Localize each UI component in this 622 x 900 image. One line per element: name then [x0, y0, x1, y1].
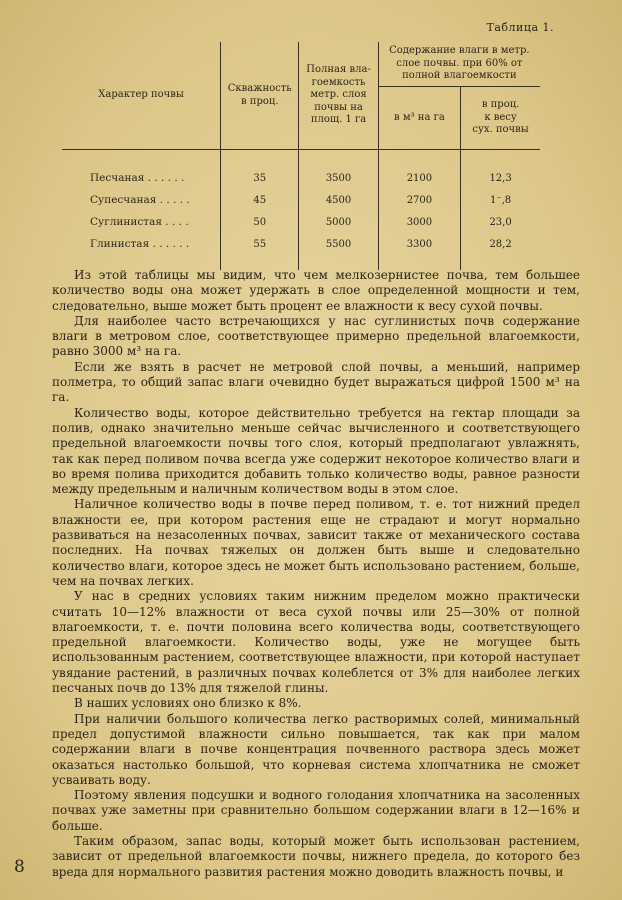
cell-m3: 2700 [378, 190, 460, 212]
soil-moisture-table [62, 42, 540, 270]
header-moisture-group: Содержание влаги в метр. слое почвы. при 60% от полной влагоемкости [378, 42, 540, 87]
table-row [62, 168, 540, 190]
cell-soil: Песчаная . . . . . . [62, 168, 221, 190]
header-percent: в проц. к весу сух. почвы [461, 87, 540, 150]
header-porosity: Скважность в проц. [221, 42, 299, 150]
cell-capacity: 5500 [299, 234, 378, 256]
paragraph: У нас в средних условиях таким нижним пределом можно практически считать 10—12% влажности от веса сухой почвы или 25—30% от полной влагоемкости, т. е. почти половина всего количества воды, соответствующего предельной влагоемкости. Количество воды, уже не могущее быть использованным растением, соответствующее влажности, при которой наступает увядание растений, в различных почвах колеблется от 3% для наиболее легких песчаных почв до 13% для тяжелой глины. [52, 589, 580, 696]
cell-porosity: 50 [221, 212, 299, 234]
cell-capacity: 4500 [299, 190, 378, 212]
page-number: 8 [14, 857, 25, 877]
paragraph: Поэтому явления подсушки и водного голодания хлопчатника на засоленных почвах уже заметны при сравнительно большом содержании влаги в 12—16% и больше. [52, 788, 580, 833]
body-text [52, 268, 580, 880]
paragraph: Из этой таблицы мы видим, что чем мелкозернистее почва, тем большее количество воды она может удержать в слое определенной мощности и тем, следовательно, выше может быть процент ее влажности к весу сухой почвы. [52, 268, 580, 313]
paragraph: При наличии большого количества легко растворимых солей, минимальный предел допустимой влажности сильно повышается, так как при малом содержании влаги в почве концентрация почвенного раствора здесь может оказаться настолько большой, что корневая система хлопчатника не сможет усваивать воду. [52, 711, 580, 787]
cell-percent: 28,2 [489, 238, 512, 250]
header-m3: в м³ на га [378, 87, 460, 150]
cell-soil: Суглинистая . . . . [62, 212, 221, 234]
paragraph: Количество воды, которое действительно требуется на гектар площади за полив, однако значительно меньше сейчас вычисленного и соответствующего предельной влагоемкости почвы того слоя, который предполагают увлажнять, так как перед поливом почва всегда уже содержит некоторое количество влаги и во время полива приходится добавить только количество воды, равное разности между предельным и наличным количеством воды в этом слое. [52, 405, 580, 497]
table-row [62, 212, 540, 234]
cell-capacity: 3500 [299, 168, 378, 190]
paragraph: Для наиболее часто встречающихся у нас суглинистых почв содержание влаги в метровом слое, соответствующее примерно предельной влагоемкости, равно 3000 м³ на га. [52, 313, 580, 359]
cell-percent: 23,0 [489, 216, 512, 228]
paragraph: Таким образом, запас воды, который может быть использован растением, зависит от предельной влагоемкости почвы, нижнего предела, до которого без вреда для нормального развития растения можно доводить влажность почвы, и [52, 833, 580, 879]
cell-m3: 3300 [378, 234, 460, 256]
paragraph: В наших условиях оно близко к 8%. [74, 696, 302, 711]
table-row [62, 190, 540, 212]
cell-porosity: 55 [221, 234, 299, 256]
cell-capacity: 5000 [299, 212, 378, 234]
table-row [62, 234, 540, 256]
cell-soil: Глинистая . . . . . . [62, 234, 221, 256]
cell-soil: Супесчаная . . . . . [62, 190, 221, 212]
cell-percent: 1⁻‚8 [489, 194, 512, 206]
paragraph: Если же взять в расчет не метровой слой почвы, а меньший, например полметра, то общий запас влаги очевидно будет выражаться цифрой 1500 м³ на га. [52, 359, 580, 405]
cell-m3: 3000 [378, 212, 460, 234]
table-label: Таблица 1. [486, 21, 554, 34]
cell-porosity: 45 [221, 190, 299, 212]
paragraph: Наличное количество воды в почве перед поливом, т. е. тот нижний предел влажности ее, при котором растения еще не страдают и могут нормально развиваться на незасоленных почвах, зависит также от механического состава последних. На почвах тяжелых он должен быть выше и следовательно количество влаги, которое здесь не может быть использовано растением, больше, чем на почвах легких. [52, 497, 580, 588]
header-soil: Характер почвы [62, 42, 221, 150]
cell-percent: 12,3 [489, 172, 512, 184]
header-capacity: Полная вла- гоемкость метр. слоя почвы на площ. 1 га [299, 42, 378, 150]
cell-porosity: 35 [221, 168, 299, 190]
cell-m3: 2100 [378, 168, 460, 190]
